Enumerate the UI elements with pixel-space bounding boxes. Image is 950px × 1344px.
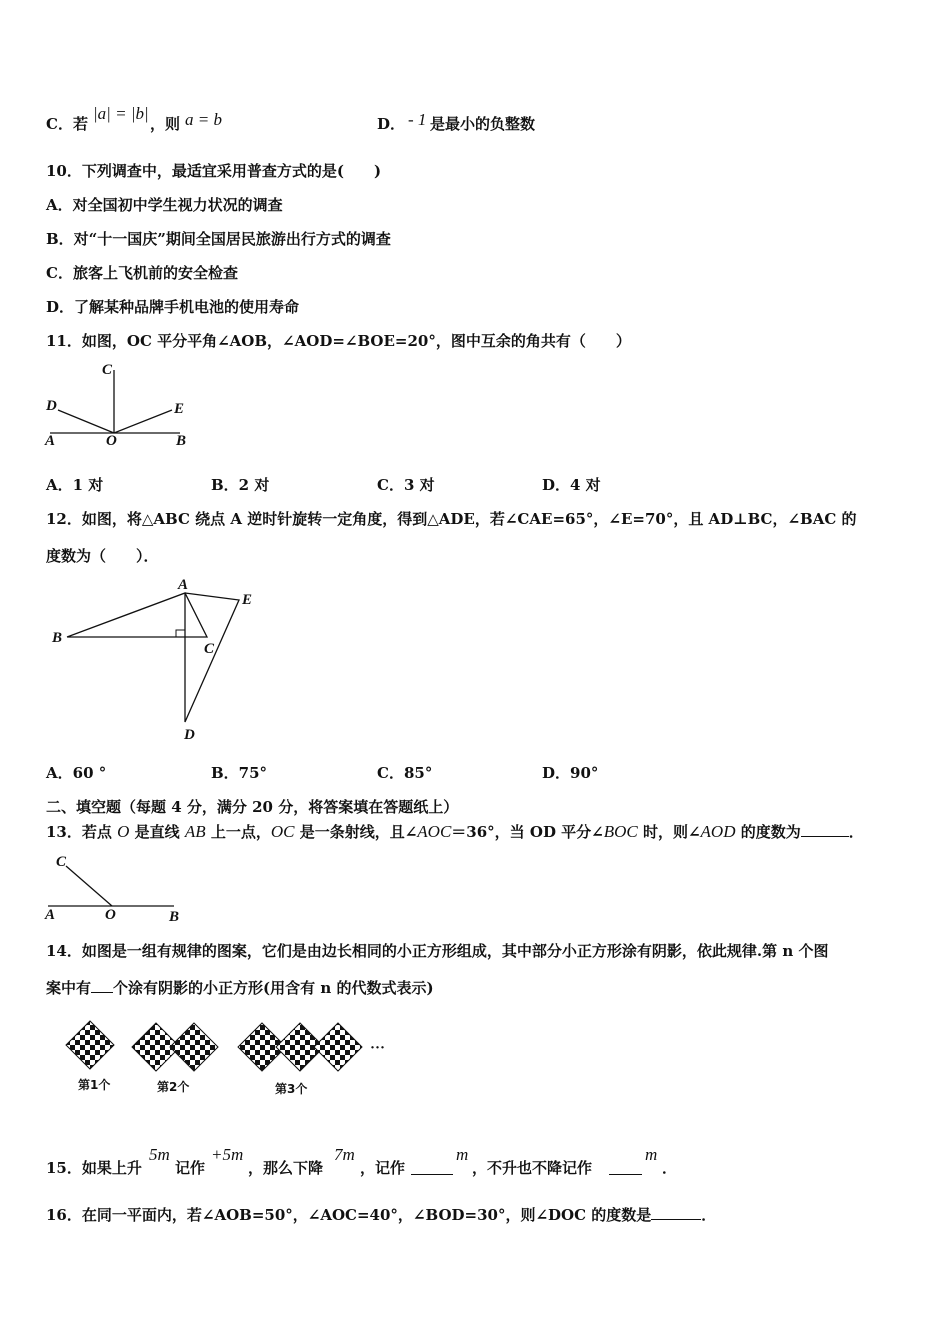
q15-var-plus5m: +5m <box>211 1145 244 1164</box>
q11-label-d: D <box>46 398 57 414</box>
q12-right-angle-mark <box>176 630 185 637</box>
q12-option-c: C．85° <box>377 764 433 782</box>
q14-stem-line2 <box>46 978 434 998</box>
q16-stem <box>46 1205 716 1225</box>
q10-option-b: B．对“十一国庆”期间全国居民旅游出行方式的调查 <box>46 230 391 248</box>
q9-option-d-num: - 1 <box>408 110 427 129</box>
q11-figure <box>40 358 200 453</box>
q9-option-c-mid: ，则 <box>150 115 181 133</box>
q14-text-a: 案中有 <box>46 979 92 997</box>
q15-text-4: ，记作 <box>360 1159 406 1177</box>
q13-text-6: 时，则∠ <box>637 823 701 841</box>
q10-option-c: C．旅客上飞机前的安全检查 <box>46 264 238 282</box>
q13-ray-oc <box>66 866 112 906</box>
q13-var-boc: BOC <box>603 822 638 841</box>
q14-ellipsis: ··· <box>370 1040 386 1056</box>
q11-option-c: C．3 对 <box>377 476 435 494</box>
q12-label-c: C <box>204 641 215 657</box>
q14-answer-blank[interactable] <box>91 978 113 993</box>
q14-pattern-3 <box>238 1023 362 1071</box>
q13-text-1: 13．若点 <box>46 823 118 841</box>
q13-text-2: 是直线 <box>129 823 185 841</box>
q11-ray-od <box>58 410 114 433</box>
q13-text-5: ＝36°，当 OD 平分∠ <box>451 823 604 841</box>
q14-caption-2: 第2个 <box>157 1080 190 1094</box>
q10-option-a: A．对全国初中学生视力状况的调查 <box>46 196 283 214</box>
q13-text-3: 上一点， <box>205 823 271 841</box>
q12-figure <box>45 575 275 745</box>
q13-label-a: A <box>45 907 56 923</box>
q11-label-c: C <box>102 362 113 378</box>
q13-label-c: C <box>56 854 67 870</box>
q12-triangle-abc <box>67 593 207 637</box>
q13-var-o: O <box>117 822 130 841</box>
q11-option-d: D．4 对 <box>542 476 601 494</box>
q15-text-6: ． <box>662 1159 678 1177</box>
q15-unit-m-1: m <box>456 1145 469 1164</box>
q9-option-c <box>46 114 88 134</box>
q13-text-4: 是一条射线，且∠ <box>294 823 418 841</box>
q12-triangle-ade <box>185 593 239 722</box>
q12-label-d: D <box>184 727 195 743</box>
q14-caption-1: 第1个 <box>78 1078 111 1092</box>
q16-answer-blank[interactable] <box>651 1205 701 1220</box>
q9-option-c-prefix: C．若 <box>46 115 88 133</box>
q15-answer-blank-2[interactable] <box>609 1160 642 1175</box>
q9-option-c-eq: a = b <box>185 110 222 129</box>
q15-text-3: ，那么下降 <box>248 1159 324 1177</box>
q12-stem-line1: 12．如图，将△ABC 绕点 A 逆时针旋转一定角度，得到△ADE，若∠CAE=65°，∠E=70°，且 AD⊥BC，∠BAC 的 <box>46 510 857 528</box>
q12-stem-line2: 度数为（ ）． <box>46 547 159 565</box>
q16-text: 16．在同一平面内，若∠AOB=50°，∠AOC=40°，∠BOD=30°，则∠DOC 的度数是 <box>46 1206 652 1224</box>
q13-var-aoc: AOC <box>417 822 452 841</box>
q15-var-5m: 5m <box>149 1145 170 1164</box>
q11-option-b: B．2 对 <box>211 476 270 494</box>
q15-text-5: ，不升也不降记作 <box>472 1159 593 1177</box>
q10-stem: 10．下列调查中，最适宜采用普查方式的是( ) <box>46 162 382 180</box>
q11-ray-oe <box>114 410 172 433</box>
q11-label-b: B <box>176 433 187 449</box>
q14-pattern-1 <box>66 1021 114 1069</box>
q16-end: ． <box>701 1206 717 1224</box>
q15-text-2: 记作 <box>175 1159 206 1177</box>
q10-option-d: D．了解某种品牌手机电池的使用寿命 <box>46 298 300 316</box>
q13-label-o: O <box>105 907 116 923</box>
q12-label-e: E <box>242 592 253 608</box>
q12-label-a: A <box>178 577 189 593</box>
q13-text-7: 的度数为 <box>735 823 801 841</box>
q15-answer-blank-1[interactable] <box>411 1160 453 1175</box>
q13-label-b: B <box>169 909 180 925</box>
q13-var-ab: AB <box>184 822 206 841</box>
section2-title: 二、填空题（每题 4 分，满分 20 分，将答案填在答题纸上） <box>46 798 459 816</box>
q14-pattern-2 <box>132 1023 218 1071</box>
q12-label-b: B <box>52 630 63 646</box>
q11-label-o: O <box>106 433 117 449</box>
q12-option-b: B．75° <box>211 764 268 782</box>
q9-option-d-text: 是最小的负整数 <box>430 115 536 133</box>
q9-option-d-prefix: D． <box>377 115 406 133</box>
q13-var-aod: AOD <box>700 822 736 841</box>
q9-option-c-abs: |a| = |b| <box>93 104 149 123</box>
q11-stem: 11．如图，OC 平分平角∠AOB，∠AOD=∠BOE=20°，图中互余的角共有（ ） <box>46 332 631 350</box>
q15-text-1: 15．如果上升 <box>46 1159 142 1177</box>
q13-text-8: ． <box>848 823 864 841</box>
q14-figure <box>60 1015 400 1100</box>
q12-option-a: A．60 ° <box>46 764 107 782</box>
q14-stem-line1: 14．如图是一组有规律的图案，它们是由边长相同的小正方形组成，其中部分小正方形涂有阴影，依此规律.第 n 个图 <box>46 942 829 960</box>
q15-var-7m: 7m <box>334 1145 355 1164</box>
q11-option-a: A．1 对 <box>46 476 104 494</box>
q14-text-b: 个涂有阴影的小正方形(用含有 n 的代数式表示) <box>113 979 434 997</box>
q12-option-d: D．90° <box>542 764 599 782</box>
q13-var-oc: OC <box>270 822 295 841</box>
q13-figure <box>40 848 190 928</box>
q14-caption-3: 第3个 <box>275 1082 308 1096</box>
q13-answer-blank[interactable] <box>801 822 849 837</box>
q11-label-a: A <box>45 433 56 449</box>
q15-unit-m-2: m <box>645 1145 658 1164</box>
q13-stem <box>46 822 864 842</box>
q11-label-e: E <box>174 401 185 417</box>
